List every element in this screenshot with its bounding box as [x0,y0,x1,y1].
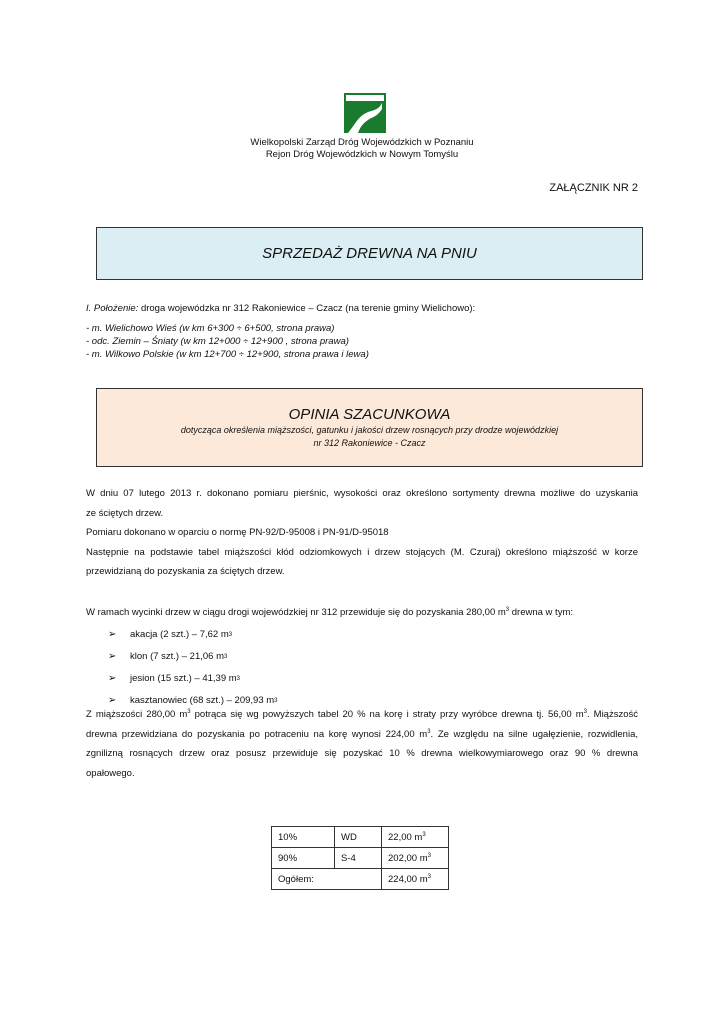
paragraph-measurement [86,484,638,582]
opinion-subtitle-line2: nr 312 Rakoniewice - Czacz [313,438,426,448]
list-item: ➢ akacja (2 szt.) – 7,62 m 3 [108,624,278,646]
table-cell: 202,00 $m^3$ [382,848,449,869]
species-list [108,624,278,712]
table-row [272,848,449,869]
arrow-bullet-icon: ➢ [108,673,117,684]
document-title: SPRZEDAŻ DREWNA NA PNIU [96,227,643,280]
location-item: - odc. Ziemin – Śniaty (w km 12+000 ÷ 12+900 , strona prawa) [86,336,349,347]
table-cell: 22,00 $m^3$ [382,827,449,848]
arrow-bullet-icon: ➢ [108,651,117,662]
paragraph-line: zgnilizną rosnących drzew oraz posusz przewiduje się pozyskać 10 % drewna wielkowymiarowego oraz 90 % drewna [86,748,638,759]
table-cell: S-4 [335,848,382,869]
table-row [272,869,449,890]
list-item: ➢ jesion (15 szt.) – 41,39 m 3 [108,668,278,690]
annex-label: ZAŁĄCZNIK NR 2 [549,182,638,194]
table-cell: 90% [272,848,335,869]
paragraph-line: opałowego. [86,767,135,779]
opinion-title: OPINIA SZACUNKOWA [288,406,451,423]
wzdw-logo-icon [344,93,386,133]
org-name-line2: Rejon Dróg Wojewódzkich w Nowym Tomyślu [265,149,459,160]
org-name-line1: Wielkopolski Zarząd Dróg Wojewódzkich w Poznaniu [250,137,474,148]
table-cell: 10% [272,827,335,848]
location-text: droga wojewódzka nr 312 Rakoniewice – Czacz (na terenie gminy Wielichowo): [140,303,476,314]
paragraph-line: ze ściętych drzew. [86,507,164,519]
opinion-subtitle-line1: dotycząca określenia miąższości, gatunku i jakości drzew rosnących przy drodze wojewódzkiej [180,425,559,435]
arrow-bullet-icon: ➢ [108,629,117,640]
table-total-label: Ogółem: [272,869,382,890]
location-heading [86,302,475,315]
location-list [86,322,369,361]
paragraph-deduction: Z miąższości 280,00 $m^3$ potrąca się wg powyższych tabel 20 % na korę i straty przy wyróbce drewna tj. 56,00 $m^3$. Miąższość drewna przewidziana do pozyskania po potraceniu na korę wynosi 224,00 $m^3$. Ze względu na silne ugałęzienie, rozwidlenia, zgnilizną rosnących drzew oraz posusz przewiduje się pozyskać 10 % drewna wielkowymiarowego oraz 90 % drewna opałowego. [86,705,638,783]
summary-table [271,826,449,890]
paragraph-line: Następnie na podstawie tabel miąższości kłód odziomkowych i drzew stojących (M. Czuraj) określono miąższość w korze [86,546,638,558]
paragraph-harvest: W ramach wycinki drzew w ciągu drogi wojewódzkiej nr 312 przewiduje się do pozyskania 280,00 $m^3$ drewna w tym: [86,606,574,618]
table-cell: WD [335,827,382,848]
paragraph-line: przewidzianą do pozyskania za ściętych drzew. [86,566,285,577]
list-item: ➢ klon (7 szt.) – 21,06 m 3 [108,646,278,668]
arrow-bullet-icon: ➢ [108,695,117,706]
location-item: - m. Wilkowo Polskie (w km 12+700 ÷ 12+900, strona prawa i lewa) [86,349,369,360]
opinion-box [96,388,643,467]
table-total-value: 224,00 $m^3$ [382,869,449,890]
list-item: ➢ kasztanowiec (68 szt.) – 209,93 m 3 [108,690,278,712]
table-row [272,827,449,848]
paragraph-standard: Pomiaru dokonano w oparciu o normę PN-92/D-95008 i PN-91/D-95018 [86,527,389,538]
paragraph-line: W dniu 07 lutego 2013 r. dokonano pomiaru pierśnic, wysokości oraz określono sortymenty drewna możliwe do uzyskania [86,488,638,499]
location-item: - m. Wielichowo Wieś (w km 6+300 ÷ 6+500, strona prawa) [86,323,335,334]
location-label: I. Położenie: [86,303,139,314]
